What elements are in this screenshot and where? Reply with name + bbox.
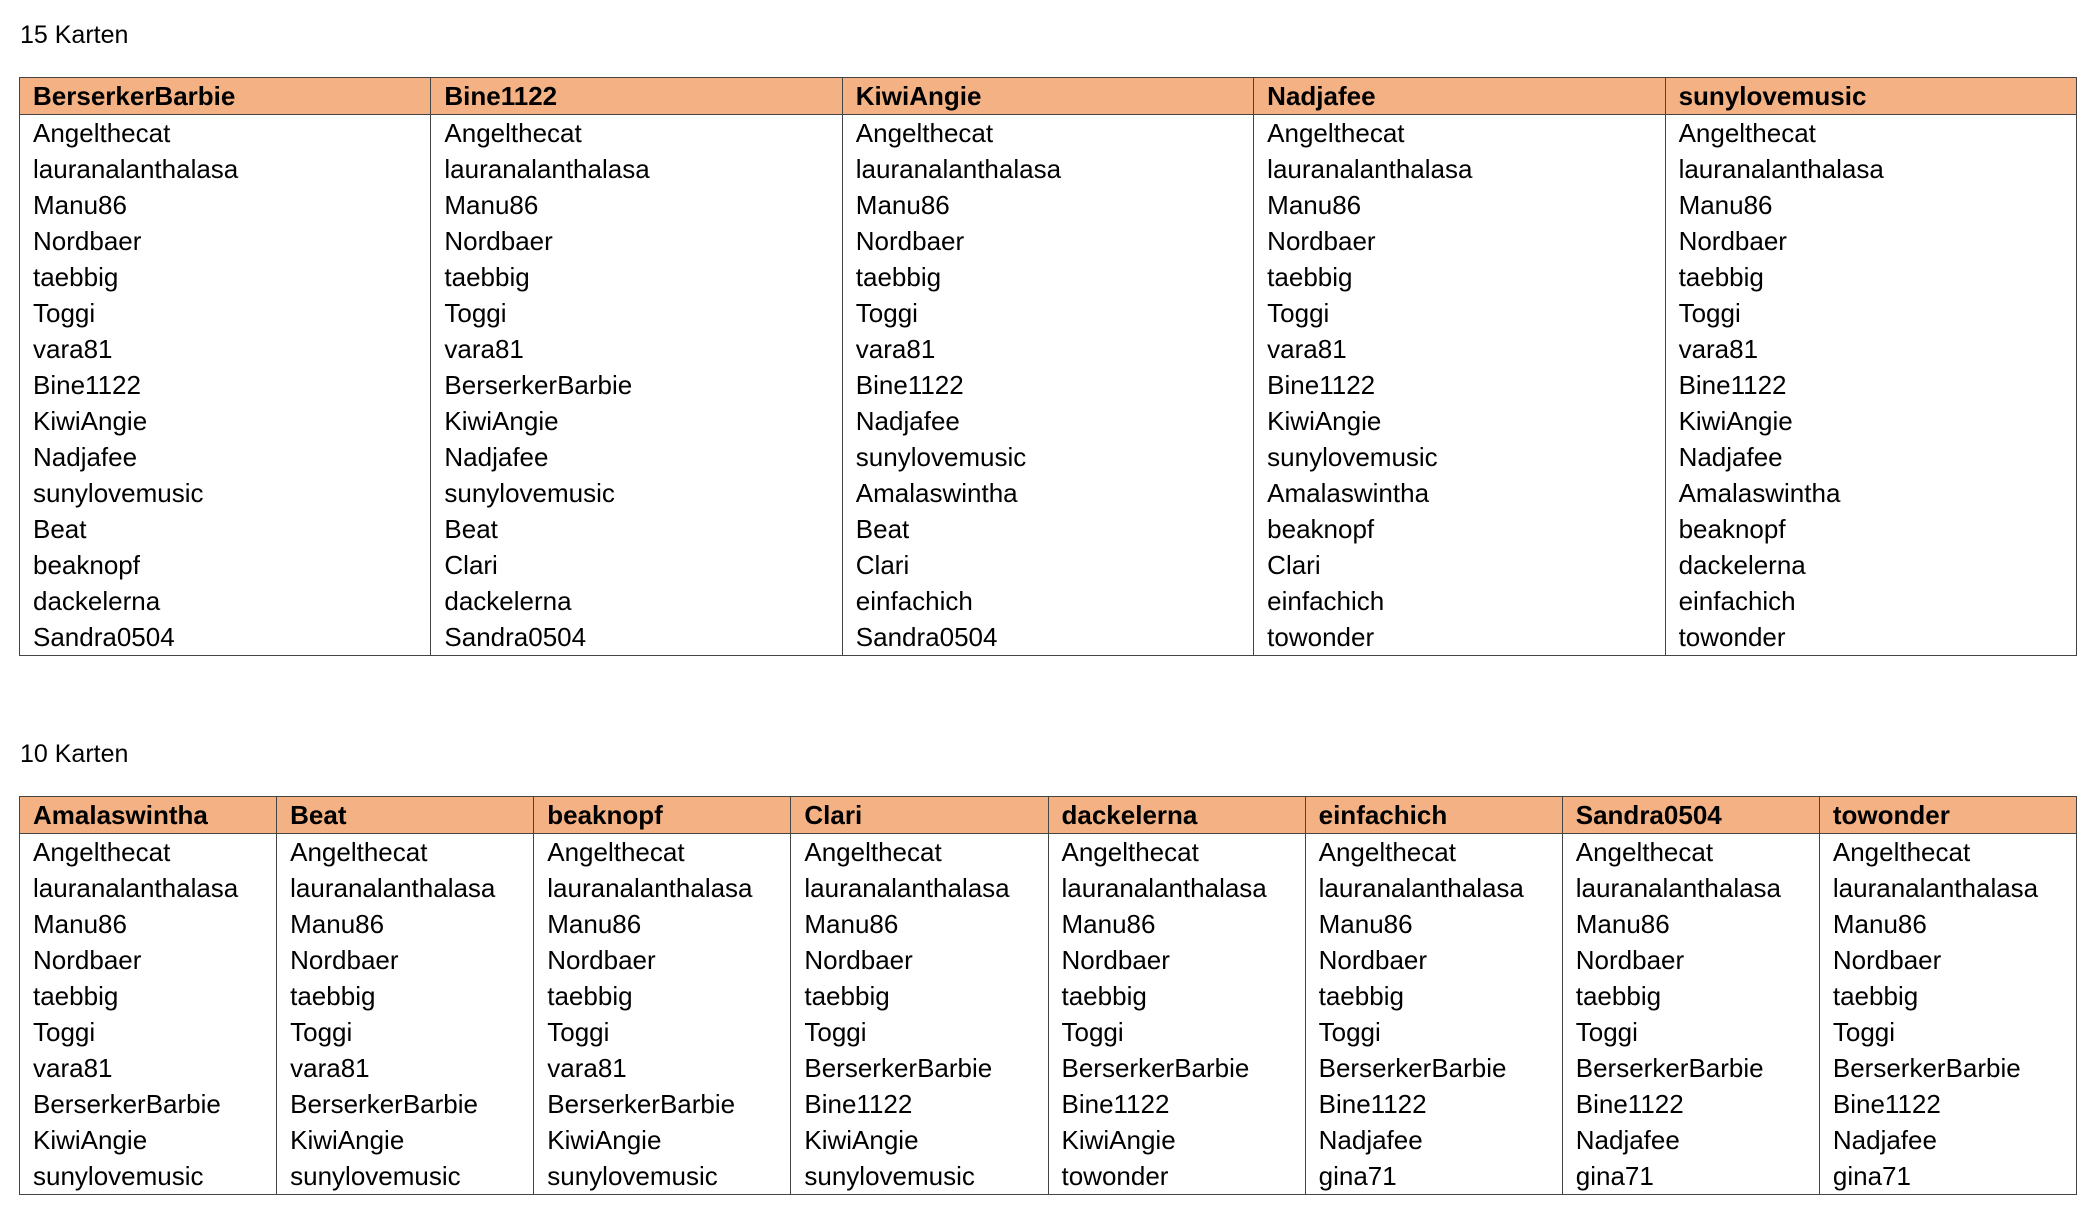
table-row — [20, 1050, 2077, 1086]
table-cell: Beat — [431, 511, 842, 547]
column-header: dackelerna — [1048, 797, 1305, 834]
table-cell: taebbig — [431, 259, 842, 295]
table-cell: Bine1122 — [791, 1086, 1048, 1122]
table-row — [20, 1158, 2077, 1195]
column-header: Clari — [791, 797, 1048, 834]
table-cell: KiwiAngie — [1665, 403, 2076, 439]
table-cell: lauranalanthalasa — [1562, 870, 1819, 906]
table-cell: Toggi — [534, 1014, 791, 1050]
table-cell: sunylovemusic — [431, 475, 842, 511]
table-cell: BerserkerBarbie — [534, 1086, 791, 1122]
table-cell: Toggi — [1305, 1014, 1562, 1050]
table-cell: Nordbaer — [431, 223, 842, 259]
table-cell: BerserkerBarbie — [1819, 1050, 2076, 1086]
table-cell: taebbig — [791, 978, 1048, 1014]
table-cell: Amalaswintha — [1254, 475, 1665, 511]
table-row — [20, 619, 2077, 656]
table-cell: vara81 — [277, 1050, 534, 1086]
table-cell: Angelthecat — [431, 115, 842, 152]
table-cell: Angelthecat — [277, 834, 534, 871]
table-cell: gina71 — [1562, 1158, 1819, 1195]
table-cell: taebbig — [277, 978, 534, 1014]
table-cell: Toggi — [842, 295, 1253, 331]
table-cell: KiwiAngie — [431, 403, 842, 439]
table-cell: Toggi — [20, 1014, 277, 1050]
column-header: einfachich — [1305, 797, 1562, 834]
table-cell: Beat — [842, 511, 1253, 547]
table-cell: Toggi — [1665, 295, 2076, 331]
table-cell: Angelthecat — [1665, 115, 2076, 152]
table-cell: KiwiAngie — [534, 1122, 791, 1158]
table-row — [20, 439, 2077, 475]
table-row — [20, 906, 2077, 942]
table-cell: sunylovemusic — [20, 475, 431, 511]
table-cell: beaknopf — [20, 547, 431, 583]
table-row — [20, 403, 2077, 439]
table-row — [20, 223, 2077, 259]
table-cell: einfachich — [842, 583, 1253, 619]
column-header: Amalaswintha — [20, 797, 277, 834]
table-cell: sunylovemusic — [1254, 439, 1665, 475]
table-cell: BerserkerBarbie — [277, 1086, 534, 1122]
table-cell: Manu86 — [1305, 906, 1562, 942]
table-cell: Toggi — [431, 295, 842, 331]
table-cell: gina71 — [1305, 1158, 1562, 1195]
table-cell: vara81 — [431, 331, 842, 367]
table-cell: dackelerna — [20, 583, 431, 619]
table-cell: KiwiAngie — [277, 1122, 534, 1158]
column-header: Sandra0504 — [1562, 797, 1819, 834]
table-cell: Nadjafee — [1562, 1122, 1819, 1158]
table-cell: towonder — [1048, 1158, 1305, 1195]
table-cell: Manu86 — [1819, 906, 2076, 942]
table-cell: Clari — [431, 547, 842, 583]
table-cell: Manu86 — [431, 187, 842, 223]
table-cell: Bine1122 — [20, 367, 431, 403]
table-cell: Angelthecat — [791, 834, 1048, 871]
table-cell: einfachich — [1254, 583, 1665, 619]
table-cell: Nadjafee — [842, 403, 1253, 439]
table-cell: Toggi — [1819, 1014, 2076, 1050]
table-cell: Clari — [1254, 547, 1665, 583]
table-cell: vara81 — [534, 1050, 791, 1086]
table-cell: Angelthecat — [1562, 834, 1819, 871]
table-cell: taebbig — [842, 259, 1253, 295]
header-row — [20, 797, 2077, 834]
table-cell: dackelerna — [1665, 547, 2076, 583]
table-cell: Angelthecat — [1305, 834, 1562, 871]
table-row — [20, 1014, 2077, 1050]
table-row — [20, 1086, 2077, 1122]
table-cell: Manu86 — [277, 906, 534, 942]
table-cell: Bine1122 — [1048, 1086, 1305, 1122]
table-cell: beaknopf — [1665, 511, 2076, 547]
table-cell: taebbig — [1562, 978, 1819, 1014]
table-cell: taebbig — [534, 978, 791, 1014]
table-cell: sunylovemusic — [791, 1158, 1048, 1195]
table-row — [20, 511, 2077, 547]
table-15-karten — [19, 77, 2077, 656]
table-row — [20, 259, 2077, 295]
table-cell: BerserkerBarbie — [1048, 1050, 1305, 1086]
table-cell: Angelthecat — [20, 115, 431, 152]
table-cell: Nordbaer — [277, 942, 534, 978]
table-cell: BerserkerBarbie — [1305, 1050, 1562, 1086]
table-cell: Bine1122 — [1665, 367, 2076, 403]
table-cell: taebbig — [1305, 978, 1562, 1014]
table-cell: towonder — [1254, 619, 1665, 656]
table-cell: Manu86 — [534, 906, 791, 942]
table-cell: Bine1122 — [1819, 1086, 2076, 1122]
table-row — [20, 151, 2077, 187]
table-cell: Toggi — [791, 1014, 1048, 1050]
table-cell: Manu86 — [791, 906, 1048, 942]
table-cell: Manu86 — [842, 187, 1253, 223]
table-cell: Nadjafee — [20, 439, 431, 475]
table-cell: lauranalanthalasa — [20, 151, 431, 187]
table-cell: lauranalanthalasa — [277, 870, 534, 906]
table-cell: vara81 — [1665, 331, 2076, 367]
table-row — [20, 547, 2077, 583]
table-cell: Nordbaer — [1305, 942, 1562, 978]
table-cell: sunylovemusic — [534, 1158, 791, 1195]
table-row — [20, 367, 2077, 403]
table-cell: Toggi — [1048, 1014, 1305, 1050]
table-cell: lauranalanthalasa — [1819, 870, 2076, 906]
table-cell: lauranalanthalasa — [1305, 870, 1562, 906]
table-cell: lauranalanthalasa — [1254, 151, 1665, 187]
table-cell: towonder — [1665, 619, 2076, 656]
table-cell: KiwiAngie — [20, 403, 431, 439]
table-cell: Manu86 — [1254, 187, 1665, 223]
table-cell: Angelthecat — [20, 834, 277, 871]
table-cell: taebbig — [1819, 978, 2076, 1014]
table-cell: KiwiAngie — [1048, 1122, 1305, 1158]
table-cell: Sandra0504 — [431, 619, 842, 656]
table-row — [20, 187, 2077, 223]
table-cell: Nordbaer — [842, 223, 1253, 259]
section-title-10-karten: 10 Karten — [20, 740, 129, 768]
table-cell: Angelthecat — [1254, 115, 1665, 152]
table-cell: Bine1122 — [1305, 1086, 1562, 1122]
table-cell: Toggi — [277, 1014, 534, 1050]
table-cell: KiwiAngie — [1254, 403, 1665, 439]
table-row — [20, 1122, 2077, 1158]
table-cell: Bine1122 — [842, 367, 1253, 403]
column-header: sunylovemusic — [1665, 78, 2076, 115]
table-cell: vara81 — [842, 331, 1253, 367]
table-row — [20, 942, 2077, 978]
table-cell: KiwiAngie — [20, 1122, 277, 1158]
table-cell: Manu86 — [1665, 187, 2076, 223]
table-cell: Beat — [20, 511, 431, 547]
table-cell: Sandra0504 — [20, 619, 431, 656]
table-row — [20, 583, 2077, 619]
table-cell: taebbig — [20, 978, 277, 1014]
column-header: KiwiAngie — [842, 78, 1253, 115]
table-row — [20, 870, 2077, 906]
table-cell: vara81 — [20, 331, 431, 367]
column-header: Beat — [277, 797, 534, 834]
table-cell: Nordbaer — [1048, 942, 1305, 978]
table-row — [20, 978, 2077, 1014]
table-cell: Nordbaer — [791, 942, 1048, 978]
table-cell: Angelthecat — [1819, 834, 2076, 871]
table-cell: taebbig — [1254, 259, 1665, 295]
table-row — [20, 115, 2077, 152]
table-cell: Bine1122 — [1562, 1086, 1819, 1122]
table-cell: Toggi — [1562, 1014, 1819, 1050]
table-cell: lauranalanthalasa — [534, 870, 791, 906]
table-cell: lauranalanthalasa — [20, 870, 277, 906]
table-cell: Bine1122 — [1254, 367, 1665, 403]
table-cell: Manu86 — [1562, 906, 1819, 942]
table-cell: Nordbaer — [1665, 223, 2076, 259]
table-cell: Nordbaer — [1562, 942, 1819, 978]
column-header: Bine1122 — [431, 78, 842, 115]
table-cell: Toggi — [1254, 295, 1665, 331]
table-cell: dackelerna — [431, 583, 842, 619]
table-cell: Nadjafee — [1665, 439, 2076, 475]
table-cell: Nordbaer — [1254, 223, 1665, 259]
table-cell: Angelthecat — [534, 834, 791, 871]
table-cell: beaknopf — [1254, 511, 1665, 547]
table-cell: BerserkerBarbie — [20, 1086, 277, 1122]
table-cell: gina71 — [1819, 1158, 2076, 1195]
column-header: beaknopf — [534, 797, 791, 834]
table-cell: Amalaswintha — [842, 475, 1253, 511]
table-row — [20, 331, 2077, 367]
table-cell: vara81 — [1254, 331, 1665, 367]
table-cell: sunylovemusic — [277, 1158, 534, 1195]
table-cell: vara81 — [20, 1050, 277, 1086]
table-cell: Nordbaer — [534, 942, 791, 978]
table-cell: sunylovemusic — [842, 439, 1253, 475]
table-cell: lauranalanthalasa — [1665, 151, 2076, 187]
table-cell: Manu86 — [1048, 906, 1305, 942]
table-cell: Angelthecat — [842, 115, 1253, 152]
table-cell: taebbig — [1665, 259, 2076, 295]
table-cell: KiwiAngie — [791, 1122, 1048, 1158]
table-row — [20, 295, 2077, 331]
table-cell: einfachich — [1665, 583, 2076, 619]
table-cell: Amalaswintha — [1665, 475, 2076, 511]
table-cell: BerserkerBarbie — [431, 367, 842, 403]
table-cell: sunylovemusic — [20, 1158, 277, 1195]
section-title-15-karten: 15 Karten — [20, 21, 129, 49]
table-cell: lauranalanthalasa — [1048, 870, 1305, 906]
table-cell: taebbig — [20, 259, 431, 295]
column-header: towonder — [1819, 797, 2076, 834]
table-cell: lauranalanthalasa — [842, 151, 1253, 187]
table-cell: Manu86 — [20, 187, 431, 223]
table-cell: Nordbaer — [20, 223, 431, 259]
table-row — [20, 475, 2077, 511]
table-cell: lauranalanthalasa — [431, 151, 842, 187]
table-cell: Nordbaer — [20, 942, 277, 978]
table-cell: Manu86 — [20, 906, 277, 942]
table-cell: taebbig — [1048, 978, 1305, 1014]
table-cell: lauranalanthalasa — [791, 870, 1048, 906]
header-row — [20, 78, 2077, 115]
table-10-karten — [19, 796, 2077, 1195]
table-cell: Nadjafee — [1305, 1122, 1562, 1158]
table-cell: Toggi — [20, 295, 431, 331]
table-cell: Sandra0504 — [842, 619, 1253, 656]
table-cell: Nordbaer — [1819, 942, 2076, 978]
table-cell: Nadjafee — [1819, 1122, 2076, 1158]
table-cell: Nadjafee — [431, 439, 842, 475]
table-row — [20, 834, 2077, 871]
column-header: BerserkerBarbie — [20, 78, 431, 115]
table-cell: BerserkerBarbie — [1562, 1050, 1819, 1086]
table-cell: BerserkerBarbie — [791, 1050, 1048, 1086]
table-cell: Angelthecat — [1048, 834, 1305, 871]
table-cell: Clari — [842, 547, 1253, 583]
column-header: Nadjafee — [1254, 78, 1665, 115]
